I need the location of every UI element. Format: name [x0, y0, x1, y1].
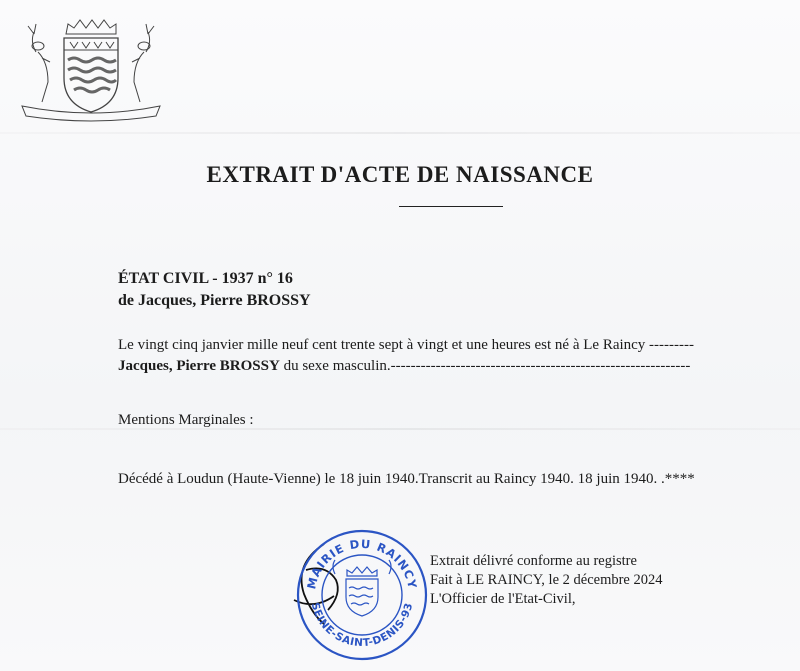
title-underline — [399, 206, 503, 207]
marginal-mentions-label: Mentions Marginales : — [118, 412, 254, 428]
death-mention: Décédé à Loudun (Haute-Vienne) le 18 juin 1940.Transcrit au Raincy 1940. 18 juin 1940. .**** — [118, 471, 695, 487]
issuance-block — [430, 552, 663, 609]
paper-fold — [0, 132, 800, 134]
stamp-top-text: MAIRIE DU RAINCY — [304, 536, 420, 591]
town-hall-stamp-icon — [291, 524, 433, 666]
issuance-line-1: Extrait délivré conforme au registre — [430, 553, 637, 569]
subject-name-heading: de Jacques, Pierre BROSSY — [118, 292, 311, 309]
stamp-bottom-text: SEINE-SAINT-DENIS-93 — [308, 601, 416, 650]
birth-statement-line-1: Le vingt cinq janvier mille neuf cent trente sept à vingt et une heures est né à Le Raincy --------- — [118, 337, 695, 353]
document-title: EXTRAIT D'ACTE DE NAISSANCE — [206, 162, 594, 187]
issuance-line-3: L'Officier de l'Etat-Civil, — [430, 591, 576, 607]
subject-name: Jacques, Pierre BROSSY — [118, 358, 280, 374]
birth-statement-line-2 — [118, 358, 690, 375]
coat-of-arms-icon — [18, 12, 164, 124]
civil-status-reference: ÉTAT CIVIL - 1937 n° 16 — [118, 270, 293, 287]
birth-statement-line-2-text: du sexe masculin.------------------------------------------------------------ — [279, 358, 691, 374]
issuance-line-2: Fait à LE RAINCY, le 2 décembre 2024 — [430, 572, 663, 588]
